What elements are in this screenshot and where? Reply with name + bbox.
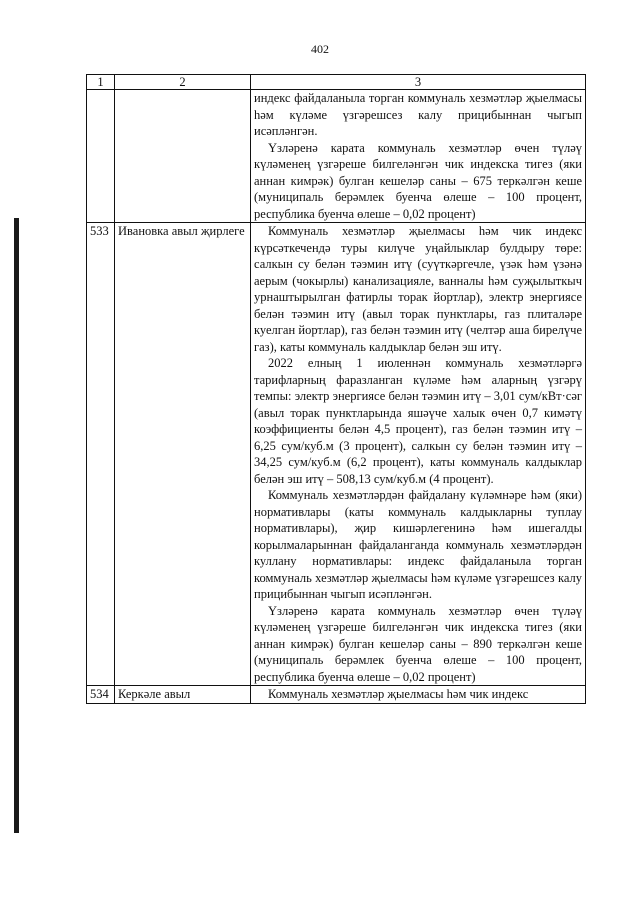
column-header: 1 [87,75,115,90]
table-row [87,90,586,223]
table-row [87,686,586,704]
description-cell [251,223,586,686]
binding-edge [14,218,19,833]
settlement-name [115,90,251,223]
paragraph: 2022 елның 1 июленнән коммуналь хезмәтләргә тарифларның фаразланган күләме һәм аларның үзгәрү темпы: электр энергиясе белән тәэмин итү – 3,01 сум/кВт·сәг (авыл торак пунктларында яшәүче халык өчен 0,7 кимәтү коэффициенты белән 4,5 процент), газ белән тәэмин итү – 6,25 сум/куб.м (3 процент), салкын су белән тәэмин итү – 34,25 сум/куб.м (6,2 процент), каты коммуналь калдыклар белән эш итү – 508,13 сум/куб.м (4 процент). [254,356,582,486]
column-header: 3 [251,75,586,90]
settlement-name: Ивановка авыл җирлеге [115,223,251,686]
description-cell [251,686,586,704]
row-number: 533 [87,223,115,686]
row-number [87,90,115,223]
table-row [87,223,586,686]
paragraph: Коммуналь хезмәтләр җыелмасы һәм чик индекс күрсәткечендә туры килүче уңайлыклар булдыру төре: салкын су белән тәэмин итү (суүткәргечле, үзәк һәм үзәнә аерым (чокырлы) канализацияле, ванналы һәм суҗылыткыч урнаштырылган фатирлы торак йортлар), электр энергиясе белән тәэмин итү (авыл торак пунктлары, газ плиталәре куелган йортлар), газ белән тәэмин итү (челтәр аша бирелүче газ), каты коммуналь калдыклар белән эш итү. [254,224,582,354]
settlement-name: Керкәле авыл [115,686,251,704]
data-table [86,74,586,704]
column-header: 2 [115,75,251,90]
table-header-row [87,75,586,90]
paragraph: Коммуналь хезмәтләр җыелмасы һәм чик индекс [268,687,529,701]
row-number: 534 [87,686,115,704]
page-number: 402 [311,42,329,56]
paragraph: индекс файдаланыла торган коммуналь хезмәтләр җыелмасы һәм күләме үзгәрешсез калу прицибыннан чыгып исәпләнгән. [254,91,582,138]
paragraph: Үзләренә карата коммуналь хезмәтләр өчен түләү күләменең үзгәреше билгеләнгән чик индекска тигез (яки аннан кимрәк) булган кешеләр саны – 675 теркәлгән кеше (муниципаль берәмлек буенча өлеше – 100 процент, республика буенча өлеше – 0,02 процент) [254,140,582,221]
paragraph: Үзләренә карата коммуналь хезмәтләр өчен түләү күләменең үзгәреше билгеләнгән чик индекска тигез (яки аннан кимрәк) булган кешеләр саны – 890 теркәлгән кеше (муниципаль берәмлек буенча өлеше – 100 процент, республика буенча өлеше – 0,02 процент) [254,603,582,684]
description-cell [251,90,586,223]
paragraph: Коммуналь хезмәтләрдән файдалану күләмнәре һәм (яки) нормативлары (каты коммуналь калдыкларны туплау нормативлары), җир кишәрлегенинә һәм ишегалды корылмаларыннан файдаланганда коммуналь хезмәтләрдән куллану нормативлары: индекс файдаланыла торган коммуналь хезмәтләр җыелмасы һәм күләме үзгәрешсез калу прицибыннан чыгып исәпләнгән. [254,488,582,601]
